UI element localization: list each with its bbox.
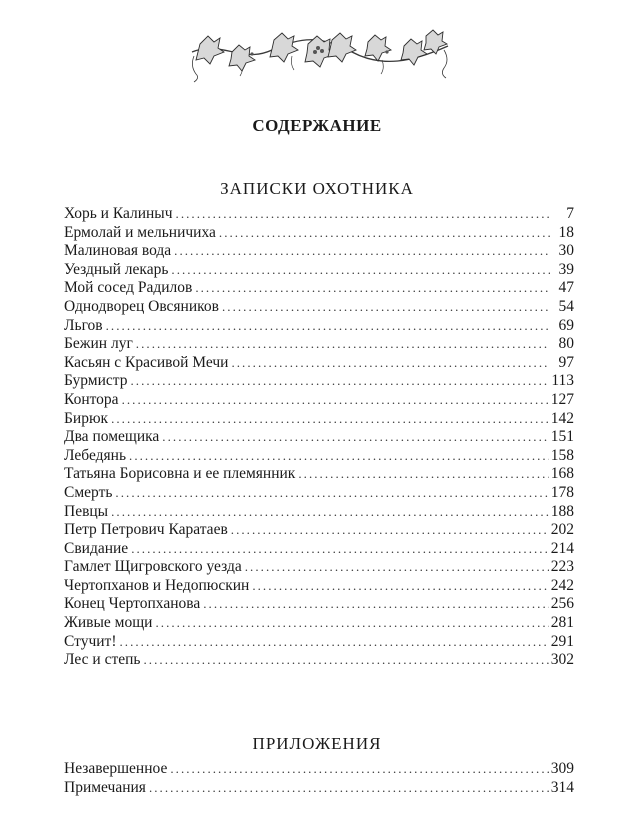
toc-entry[interactable] — [64, 521, 574, 540]
toc-entry-page: 302 — [550, 651, 574, 669]
toc-entry-title: Касьян с Красивой Мечи — [64, 353, 229, 371]
dot-leader — [231, 354, 550, 373]
toc-entry[interactable] — [64, 760, 574, 779]
toc-entry-page: 80 — [558, 335, 574, 353]
toc-entry-page: 214 — [550, 539, 574, 557]
toc-entry-page: 113 — [551, 372, 574, 390]
toc-entry-title: Лес и степь — [64, 651, 141, 669]
toc-entry[interactable] — [64, 205, 574, 224]
toc-entry-page: 39 — [558, 260, 574, 278]
toc-entry[interactable] — [64, 354, 574, 373]
toc-entry-title: Ермолай и мельничиха — [64, 223, 216, 241]
toc-entry-title: Певцы — [64, 502, 109, 520]
toc-list — [64, 760, 574, 797]
dot-leader — [245, 558, 549, 577]
toc-entry-title: Контора — [64, 390, 119, 408]
toc-entry-page: 151 — [550, 428, 574, 446]
toc-entry-title: Лебедянь — [64, 446, 127, 464]
toc-entry-page: 127 — [550, 390, 574, 408]
toc-entry[interactable] — [64, 614, 574, 633]
toc-entry-title: Уездный лекарь — [64, 260, 169, 278]
toc-entry-page: 7 — [566, 205, 574, 222]
toc-entry-page: 30 — [558, 242, 574, 260]
toc-entry[interactable] — [64, 317, 574, 336]
dot-leader — [106, 317, 550, 336]
dot-leader — [174, 242, 550, 261]
toc-entry-title: Стучит! — [64, 632, 117, 650]
dot-leader — [219, 224, 550, 243]
toc-entry-page: 168 — [550, 465, 574, 483]
toc-entry-title: Бежин луг — [64, 335, 133, 353]
toc-entry[interactable] — [64, 540, 574, 559]
toc-entry[interactable] — [64, 298, 574, 317]
toc-entry[interactable] — [64, 577, 574, 596]
dot-leader — [149, 779, 549, 798]
toc-entry-page: 291 — [550, 632, 574, 650]
toc-entry-page: 309 — [550, 760, 574, 777]
toc-entry-title: Мой сосед Радилов — [64, 279, 193, 297]
section-title: ПРИЛОЖЕНИЯ — [252, 734, 382, 753]
toc-entry-page: 281 — [550, 614, 574, 632]
dot-leader — [131, 540, 549, 559]
toc-entry-title: Свидание — [64, 539, 129, 557]
dot-leader — [176, 205, 550, 224]
toc-entry-page: 188 — [550, 502, 574, 520]
grapevine-ornament-icon — [182, 22, 458, 84]
toc-entry-title: Живые мощи — [64, 614, 153, 632]
dot-leader — [119, 633, 548, 652]
page-title: СОДЕРЖАНИЕ — [252, 116, 382, 135]
toc-entry-page: 223 — [550, 558, 574, 576]
toc-entry-title: Льгов — [64, 316, 103, 334]
dot-leader — [129, 447, 549, 466]
toc-entry-title: Примечания — [64, 778, 146, 796]
toc-entry[interactable] — [64, 633, 574, 652]
dot-leader — [203, 595, 549, 614]
toc-entry[interactable] — [64, 651, 574, 670]
toc-entry[interactable] — [64, 410, 574, 429]
toc-entry[interactable] — [64, 261, 574, 280]
dot-leader — [195, 279, 550, 298]
toc-entry[interactable] — [64, 391, 574, 410]
dot-leader — [170, 760, 548, 779]
toc-entry-page: 97 — [558, 353, 574, 371]
toc-entry-title: Конец Чертопханова — [64, 595, 201, 613]
toc-entry-page: 256 — [550, 595, 574, 613]
toc-entry-page: 158 — [550, 446, 574, 464]
toc-entry-title: Однодворец Овсяников — [64, 297, 219, 315]
toc-entry-title: Два помещика — [64, 428, 160, 446]
toc-entry[interactable] — [64, 558, 574, 577]
dot-leader — [298, 465, 548, 484]
toc-entry[interactable] — [64, 279, 574, 298]
dot-leader — [130, 372, 549, 391]
toc-entry-title: Татьяна Борисовна и ее племянник — [64, 465, 296, 483]
toc-entry-page: 242 — [550, 576, 574, 594]
toc-entry[interactable] — [64, 595, 574, 614]
toc-entry[interactable] — [64, 224, 574, 243]
toc-entry[interactable] — [64, 428, 574, 447]
toc-entry-title: Бирюк — [64, 409, 109, 427]
toc-entry-page: 314 — [550, 778, 574, 796]
toc-entry-title: Гамлет Щигровского уезда — [64, 558, 242, 576]
toc-entry[interactable] — [64, 484, 574, 503]
toc-list — [64, 205, 574, 670]
toc-entry[interactable] — [64, 465, 574, 484]
toc-entry[interactable] — [64, 779, 574, 798]
toc-entry[interactable] — [64, 372, 574, 391]
dot-leader — [136, 335, 550, 354]
toc-entry-page: 202 — [550, 521, 574, 539]
toc-entry-page: 178 — [550, 483, 574, 501]
toc-entry-title: Хорь и Калиныч — [64, 205, 173, 222]
dot-leader — [231, 521, 549, 540]
toc-entry-page: 47 — [558, 279, 574, 297]
dot-leader — [162, 428, 548, 447]
toc-entry[interactable] — [64, 503, 574, 522]
toc-entry-page: 54 — [558, 297, 574, 315]
toc-entry-title: Незавершенное — [64, 760, 168, 777]
toc-entry-title: Бурмистр — [64, 372, 128, 390]
toc-entry-page: 142 — [550, 409, 574, 427]
section-title: ЗАПИСКИ ОХОТНИКА — [220, 179, 414, 198]
toc-entry[interactable] — [64, 447, 574, 466]
toc-entry-title: Малиновая вода — [64, 242, 172, 260]
dot-leader — [144, 651, 549, 670]
dot-leader — [155, 614, 548, 633]
dot-leader — [222, 298, 550, 317]
toc-entry-page: 69 — [558, 316, 574, 334]
dot-leader — [111, 503, 549, 522]
toc-entry[interactable] — [64, 335, 574, 354]
toc-entry-title: Чертопханов и Недопюскин — [64, 576, 250, 594]
dot-leader — [171, 261, 550, 280]
toc-entry-title: Петр Петрович Каратаев — [64, 521, 228, 539]
dot-leader — [252, 577, 548, 596]
toc-entry-title: Смерть — [64, 483, 113, 501]
dot-leader — [115, 484, 548, 503]
toc-entry[interactable] — [64, 242, 574, 261]
dot-leader — [122, 391, 549, 410]
dot-leader — [111, 410, 549, 429]
toc-entry-page: 18 — [558, 223, 574, 241]
